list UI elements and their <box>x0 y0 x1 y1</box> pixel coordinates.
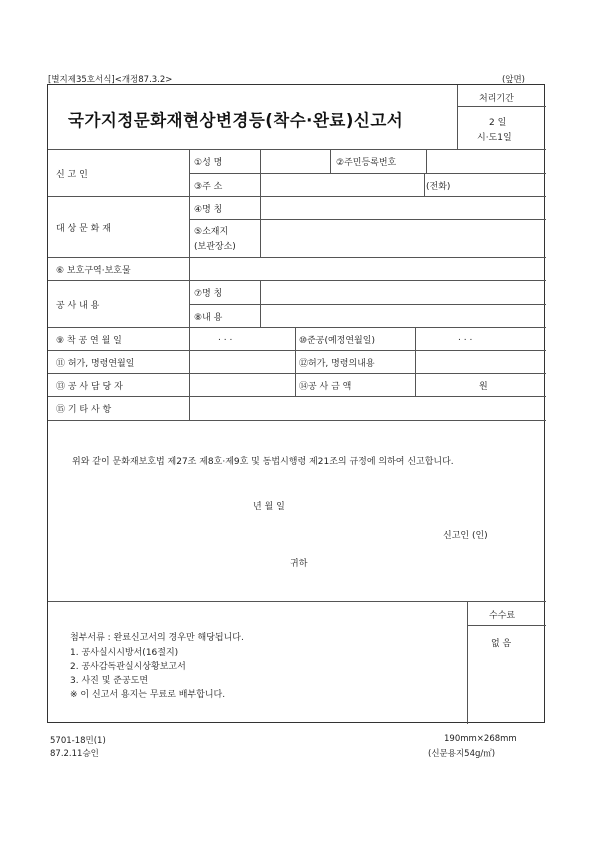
divider <box>330 149 331 173</box>
divider <box>189 149 190 420</box>
report-form <box>47 84 545 723</box>
manager-label: ⑬ 공 사 담 당 자 <box>56 382 123 392</box>
target-label: 대 상 문 화 재 <box>56 224 111 234</box>
divider <box>48 327 546 328</box>
declaration-text: 위와 같이 문화재보호법 제27조 제8호·제9호 및 동법시행령 제21조의 규정에 의하여 신고합니다. <box>72 457 454 467</box>
attach-item: 1. 공사실시시방서(16절지) <box>70 648 179 658</box>
cost-unit: 원 <box>479 382 488 392</box>
fee-label: 수수료 <box>489 611 516 621</box>
divider <box>189 219 546 220</box>
divider <box>48 373 546 374</box>
paper-type: (신문용지54g/㎡) <box>428 749 496 759</box>
divider <box>457 85 458 149</box>
complete-label: ⑩준공(예정연월일) <box>299 336 375 346</box>
period-value-2: 시·도1일 <box>477 133 512 143</box>
attach-item: 3. 사진 및 준공도면 <box>70 676 149 686</box>
attach-title: 첨부서류 : 완료신고서의 경우만 해당됩니다. <box>70 633 244 643</box>
divider <box>467 601 468 724</box>
name-label: ①성 명 <box>194 158 223 168</box>
divider <box>48 350 546 351</box>
permit-content-label: ⑫허가, 명령의내용 <box>299 359 375 369</box>
item-name-label: ④명 칭 <box>194 205 223 215</box>
fee-value: 없 음 <box>491 639 512 649</box>
form-code: 5701-18민(1) <box>50 736 106 746</box>
divider <box>189 304 546 305</box>
permit-date-label: ⑪ 허가, 명령연월일 <box>56 359 135 369</box>
address-label: ③주 소 <box>194 182 223 192</box>
divider <box>457 106 546 107</box>
divider <box>415 327 416 396</box>
protect-label: ⑥ 보호구역·보호물 <box>56 266 131 276</box>
period-label: 처리기간 <box>479 94 514 104</box>
divider <box>48 149 546 150</box>
phone-label: (전화) <box>426 182 451 192</box>
divider <box>260 196 261 257</box>
divider <box>189 173 546 174</box>
addressee: 귀하 <box>290 559 308 569</box>
divider <box>424 173 425 196</box>
start-value: . . . <box>218 333 233 343</box>
rrn-label: ②주민등록번호 <box>336 158 397 168</box>
start-label: ⑨ 착 공 연 월 일 <box>56 336 122 346</box>
etc-label: ⑮ 기 타 사 항 <box>56 405 112 415</box>
date-line: 년 월 일 <box>253 502 285 512</box>
divider <box>48 420 546 421</box>
form-number: [별지제35호서식]<개정87.3.2> <box>48 75 173 85</box>
location-label: ⑤소재지 <box>194 227 229 237</box>
reporter-label: 신 고 인 <box>56 170 88 180</box>
signer-line: 신고인 (인) <box>443 531 488 541</box>
form-title: 국가지정문화재현상변경등(착수·완료)신고서 <box>68 111 404 130</box>
approval-date: 87.2.11승인 <box>50 749 99 759</box>
storage-label: (보관장소) <box>194 242 236 252</box>
free-note: ※ 이 신고서 용지는 무료로 배부합니다. <box>70 690 226 700</box>
work-name-label: ⑦명 칭 <box>194 289 223 299</box>
divider <box>295 327 296 396</box>
divider <box>260 280 261 327</box>
paper-size: 190mm×268mm <box>444 734 517 744</box>
divider <box>48 257 546 258</box>
complete-value: . . . <box>458 333 473 343</box>
attach-item: 2. 공사감독관실시상황보고서 <box>70 662 186 672</box>
divider <box>467 625 546 626</box>
work-label: 공 사 내 용 <box>56 301 100 311</box>
cost-label: ⑭공 사 금 액 <box>299 382 352 392</box>
divider <box>260 149 261 196</box>
divider <box>48 280 546 281</box>
divider <box>48 601 546 602</box>
work-content-label: ⑧내 용 <box>194 313 223 323</box>
divider <box>48 396 546 397</box>
page-side: (앞면) <box>501 75 525 85</box>
divider <box>48 196 546 197</box>
period-value-1: 2 일 <box>489 118 507 128</box>
divider <box>426 149 427 173</box>
